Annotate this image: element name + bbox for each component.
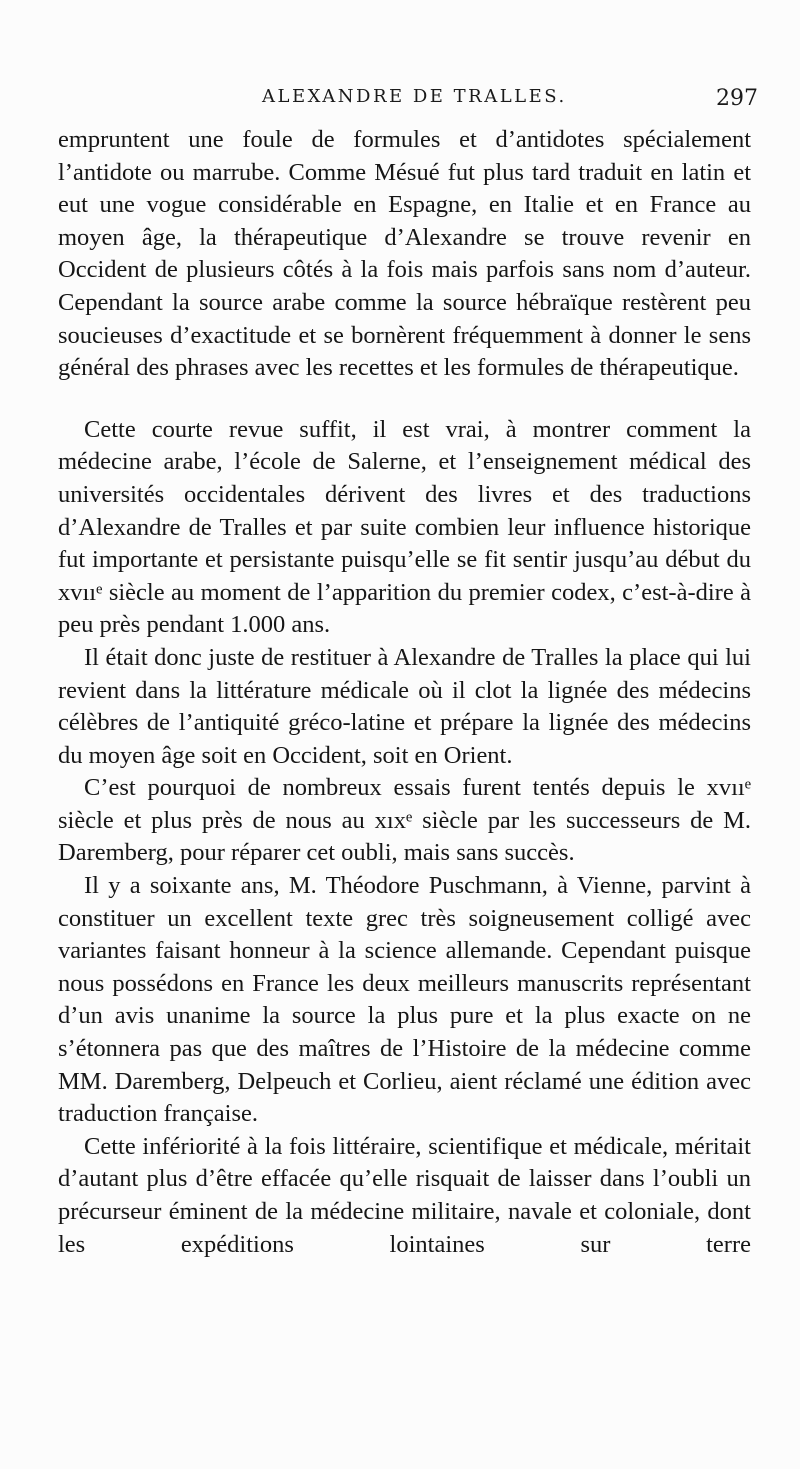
page-header bbox=[0, 86, 800, 116]
paragraph: Cette courte revue suffit, il est vrai, à montrer comment la médecine arabe, l’école de Salerne, et l’enseignement médical des universités occidentales dérivent des livres et des traductions d’Alexandre de Tralles et par suite combien leur influence historique fut importante et persistante puisqu’elle se fit sentir jusqu’au début du xvııᵉ siècle au moment de l’apparition du premier codex, c’est-à-dire à peu près pendant 1.000 ans. bbox=[58, 415, 751, 639]
paragraph-gap bbox=[58, 385, 751, 414]
paragraph: Il y a soixante ans, M. Théodore Puschmann, à Vienne, parvint à constituer un excellent texte grec très soigneusement colligé avec variantes faisant honneur à la science allemande. Cependant puisque nous possédons en France les deux meilleurs manuscrits représentant d’un avis unanime la source la plus pure et la plus exacte on ne s’étonnera pas que des maîtres de l’Histoire de la médecine comme MM. Daremberg, Delpeuch et Corlieu, aient réclamé une édition avec traduction française. bbox=[58, 872, 751, 1128]
body-text bbox=[58, 124, 751, 1261]
paragraph: Cette infériorité à la fois littéraire, scientifique et médicale, méritait d’autant plus d’être effacée qu’elle risquait de laisser dans l’oubli un précurseur éminent de la médecine militaire, navale et coloniale, dont les expéditions lointaines sur terre bbox=[58, 1132, 751, 1258]
paragraph: C’est pourquoi de nombreux essais furent tentés depuis le xvııᵉ siècle et plus près de nous au xıxᵉ siècle par les successeurs de M. Daremberg, pour réparer cet oubli, mais sans succès. bbox=[58, 774, 751, 867]
paragraph: Il était donc juste de restituer à Alexandre de Tralles la place qui lui revient dans la littérature médicale où il clot la lignée des médecins célèbres de l’antiquité gréco-latine et prépare la lignée des médecins du moyen âge soit en Occident, soit en Orient. bbox=[58, 643, 751, 769]
page-number: 297 bbox=[716, 86, 758, 111]
running-head: ALEXANDRE DE TRALLES. bbox=[262, 86, 567, 107]
paragraph: empruntent une foule de formules et d’antidotes spécialement l’antidote ou marrube. Comme Mésué fut plus tard traduit en latin et eut une vogue considérable en Espagne, en Italie et en France au moyen âge, la thérapeutique d’Alexandre se trouve revenir en Occident de plusieurs côtés à la fois mais parfois sans nom d’auteur. Cependant la source arabe comme la source hébraïque restèrent peu soucieuses d’exactitude et se bornèrent fréquemment à donner le sens général des phrases avec les recettes et les formules de thérapeutique. bbox=[58, 126, 751, 382]
